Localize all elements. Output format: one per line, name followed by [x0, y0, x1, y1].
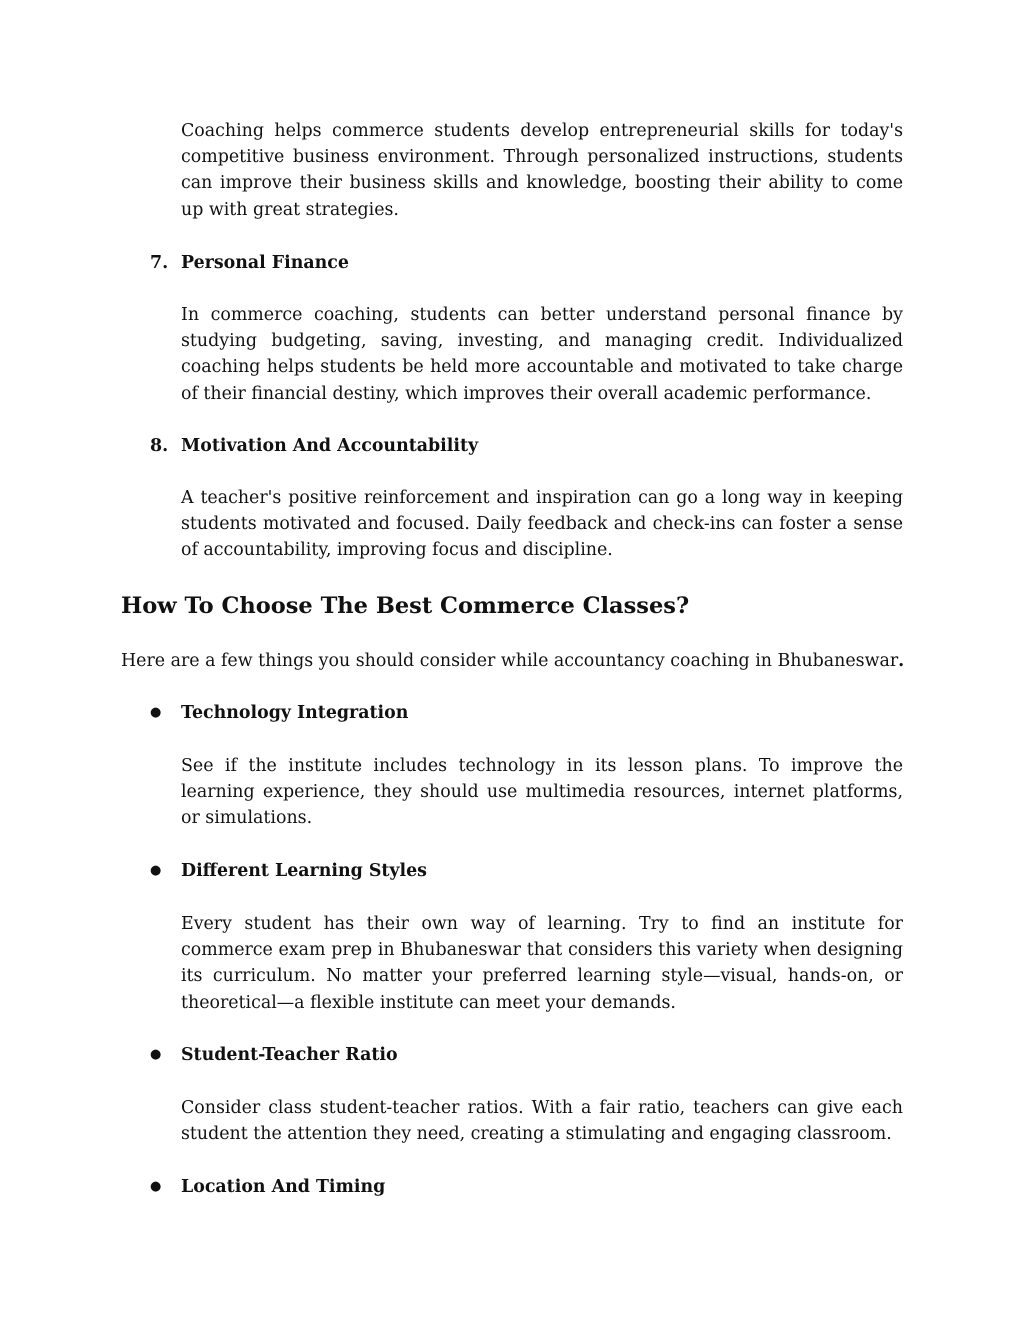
numbered-item-body-7: In commerce coaching, students can better understand personal finance by studying budgeting, saving, investing, and managing credit. Individualized coaching helps students be held more accountable and motivated to take charge of their financial destiny, which improves their overall academic performance. [181, 305, 903, 404]
bullet-icon: ● [150, 705, 162, 720]
bullet-heading-text: Student-Teacher Ratio [181, 1045, 398, 1065]
numbered-item-body-8: A teacher's positive reinforcement and inspiration can go a long way in keeping students motivated and focused. Daily feedback and check-ins can foster a sense of accountability, improving focus and discipline. [181, 488, 903, 561]
intro-paragraph: Coaching helps commerce students develop entrepreneurial skills for today's competitive business environment. Through personalized instructions, students can improve their business skills and knowledge, boosting their ability to come up with great strategies. [181, 121, 903, 220]
section-heading: How To Choose The Best Commerce Classes? [121, 593, 690, 619]
bullet-item-heading [150, 858, 427, 884]
item-number: 7. [150, 253, 169, 273]
bullet-item-heading [150, 700, 408, 726]
item-heading-text: Personal Finance [181, 253, 349, 273]
item-number: 8. [150, 436, 169, 456]
numbered-item-heading-7 [150, 250, 349, 276]
bullet-item-heading [150, 1174, 385, 1200]
item-heading-text: Motivation And Accountability [181, 436, 479, 456]
bullet-heading-text: Technology Integration [181, 703, 409, 723]
bullet-icon: ● [150, 863, 162, 878]
section-intro-text: Here are a few things you should consider while accountancy coaching in Bhubaneswar [121, 651, 899, 671]
numbered-item-heading-8 [150, 433, 478, 459]
section-intro-period: . [898, 651, 905, 671]
bullet-item-heading [150, 1042, 398, 1068]
bullet-item-body: Consider class student-teacher ratios. With a fair ratio, teachers can give each student the attention they need, creating a stimulating and engaging classroom. [181, 1098, 903, 1145]
section-intro [121, 648, 904, 674]
bullet-heading-text: Different Learning Styles [181, 861, 427, 881]
bullet-item-body: Every student has their own way of learning. Try to find an institute for commerce exam prep in Bhubaneswar that considers this variety when designing its curriculum. No matter your preferred learning style—visual, hands-on, or theoretical—a flexible institute can meet your demands. [181, 914, 903, 1013]
bullet-heading-text: Location And Timing [181, 1177, 386, 1197]
bullet-icon: ● [150, 1179, 162, 1194]
bullet-item-body: See if the institute includes technology in its lesson plans. To improve the learning experience, they should use multimedia resources, internet platforms, or simulations. [181, 756, 903, 829]
bullet-icon: ● [150, 1047, 162, 1062]
